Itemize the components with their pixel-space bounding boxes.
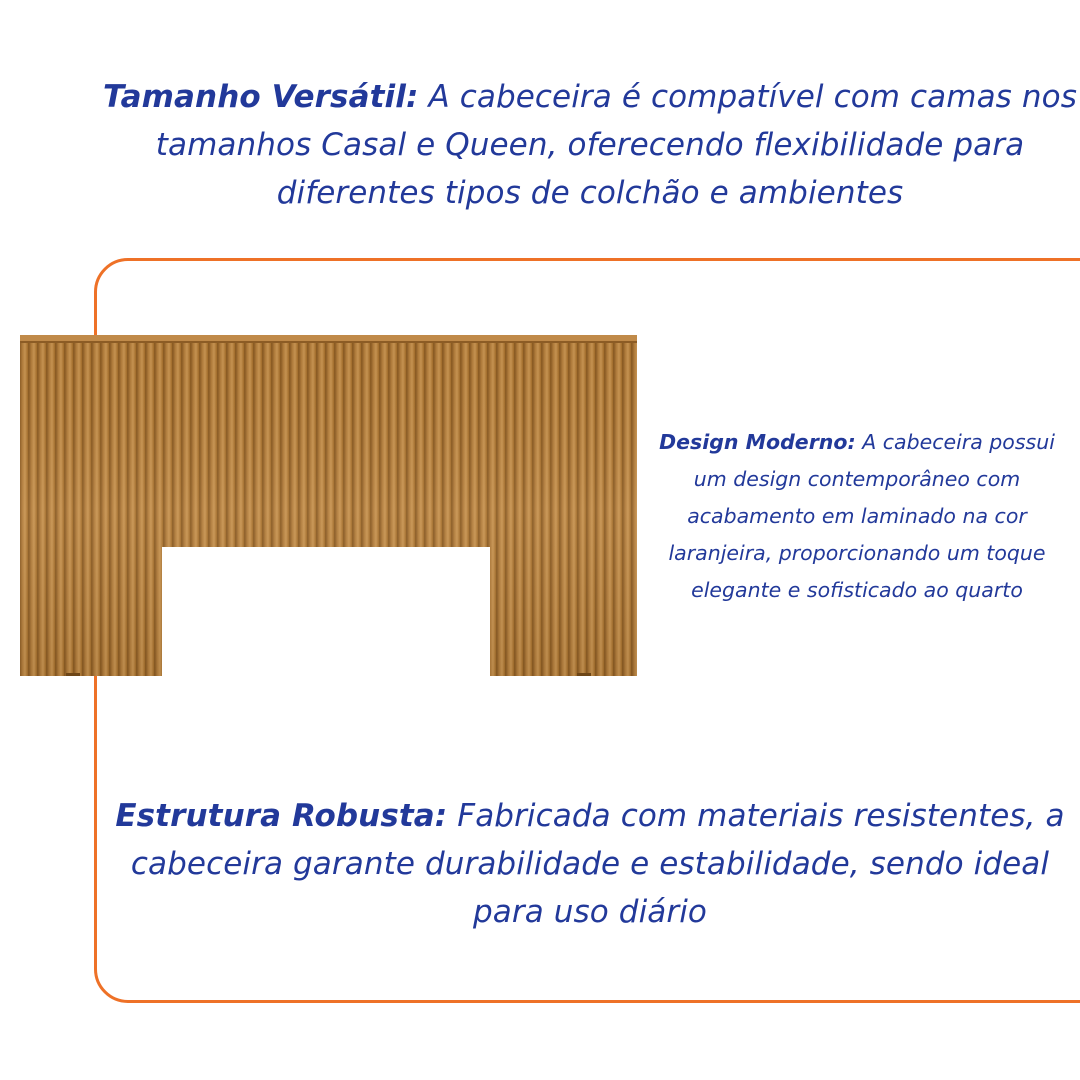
versatile-size-text	[100, 73, 1080, 217]
headboard-image	[20, 335, 637, 676]
modern-design-heading: Design Moderno:	[659, 430, 856, 454]
robust-structure-heading: Estrutura Robusta:	[115, 798, 448, 834]
modern-design-body: A cabeceira possui um design contemporâneo com acabamento em laminado na cor laranjeira, proporcionando um toque elegante e sofisticado ao quarto	[668, 430, 1055, 602]
robust-structure-text	[100, 792, 1080, 936]
modern-design-text	[650, 424, 1064, 609]
versatile-size-heading: Tamanho Versátil:	[103, 79, 419, 115]
robust-structure-body: Fabricada com materiais resistentes, a cabeceira garante durabilidade e estabilidade, sendo ideal para uso diário	[130, 798, 1065, 930]
versatile-size-body: A cabeceira é compatível com camas nos tamanhos Casal e Queen, oferecendo flexibilidade para diferentes tipos de colchão e ambientes	[155, 79, 1077, 211]
